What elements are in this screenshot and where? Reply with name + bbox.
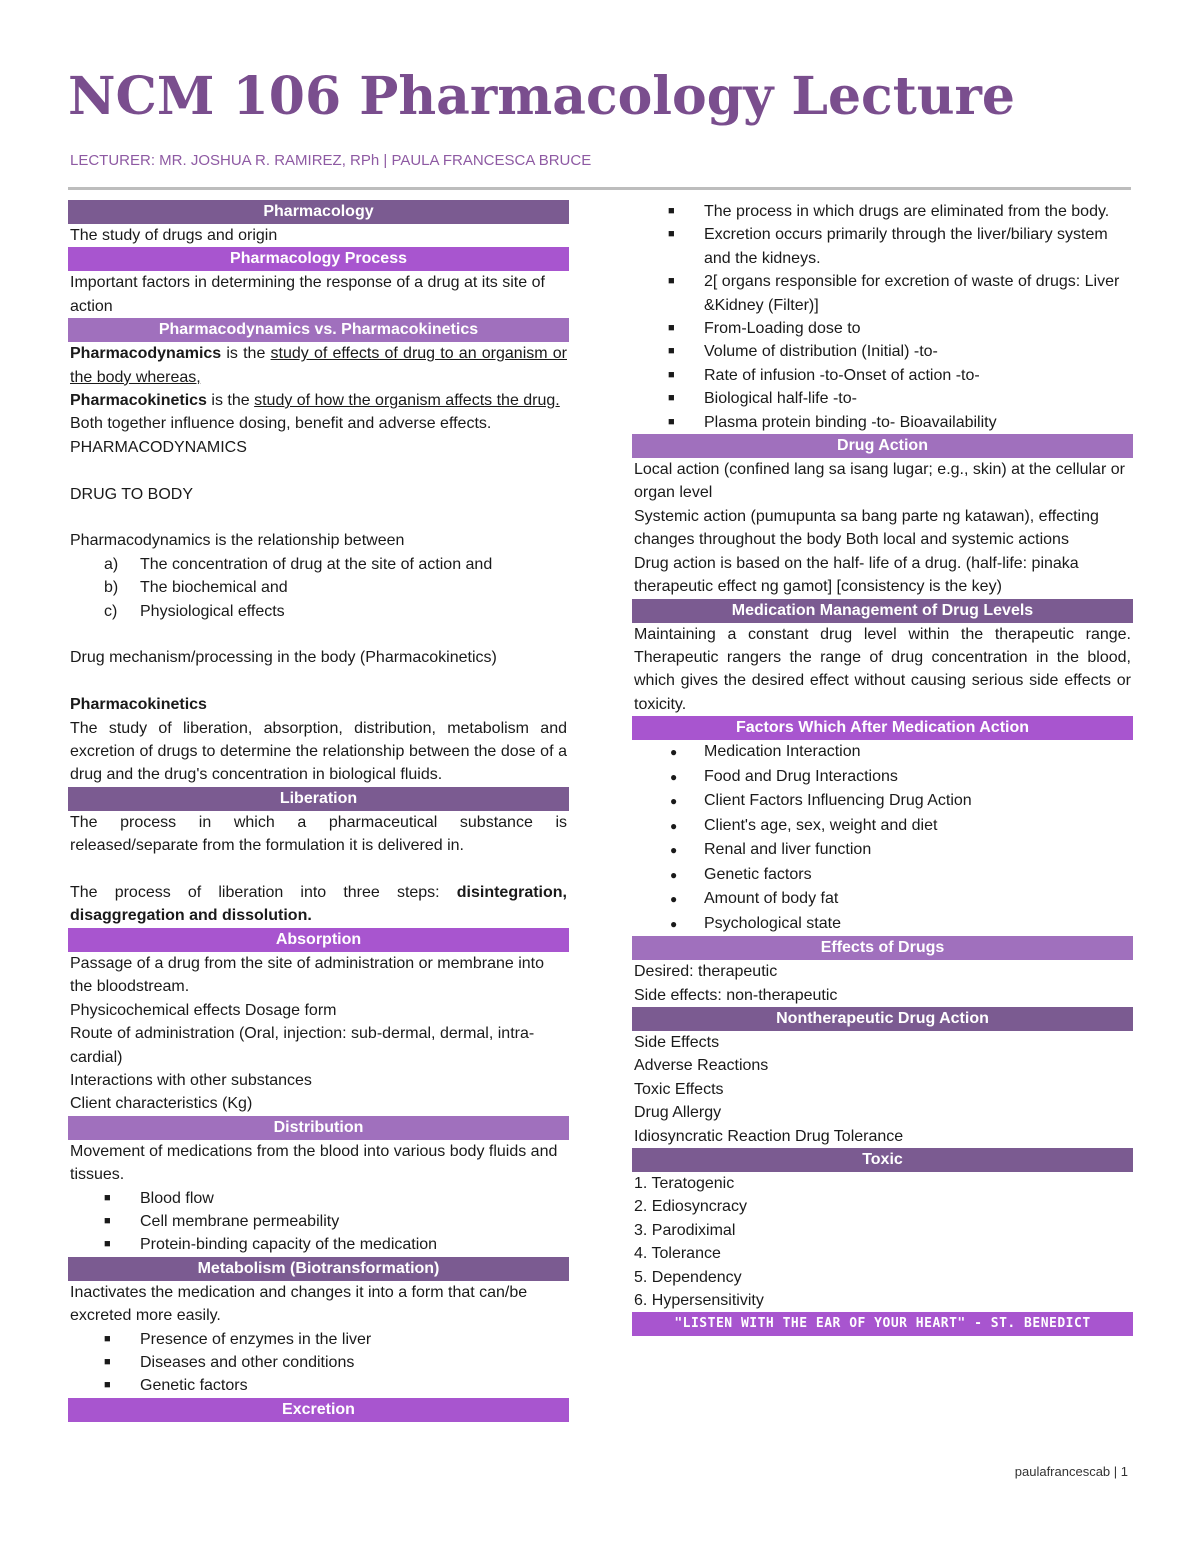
relationship-text: Pharmacodynamics is the relationship between: [70, 532, 405, 550]
page-title: NCM 106 Pharmacology Lecture: [68, 66, 1016, 127]
toxic-line: 1. Teratogenic: [634, 1174, 735, 1192]
list-item: ■ Excretion occurs primarily through the liver/biliary system and the kidneys.: [668, 226, 1108, 267]
section-header-pharmacology: Pharmacology: [68, 200, 569, 224]
section-header-effects: Effects of Drugs: [632, 936, 1133, 960]
liberation-steps: The process of liberation into three steps: disintegration, disaggregation and dissolution.: [70, 884, 567, 925]
toxic-line: 5. Dependency: [634, 1268, 742, 1286]
lecturer-line: LECTURER: MR. JOSHUA R. RAMIREZ, RPh | PAULA FRANCESCA BRUCE: [70, 152, 592, 169]
section-header-medication-management: Medication Management of Drug Levels: [632, 599, 1133, 623]
list-item: ■ Blood flow: [104, 1189, 214, 1207]
pd-definition: [68, 342, 569, 389]
drug-action-line: Drug action is based on the half- life of a drug. (half-life: pinaka therapeutic effect ng gamot] [consistency is the key): [634, 554, 1079, 596]
metabolism-text: Inactivates the medication and changes it into a form that can/be excreted more easily.: [70, 1283, 528, 1325]
list-item: ● Medication Interaction: [670, 743, 861, 761]
list-item: ● Amount of body fat: [670, 890, 839, 908]
metabolism-list: [68, 1328, 569, 1398]
pk-subheading: Pharmacokinetics: [70, 696, 207, 714]
pharmacology-text: The study of drugs and origin: [70, 227, 278, 244]
list-item: ■ Volume of distribution (Initial) -to-: [668, 343, 938, 361]
pk-text: The study of liberation, absorption, distribution, metabolism and excretion of drugs to determine the relationship between the dose of a drug and the drug's concentration in biological fluids.: [70, 719, 567, 784]
list-item: ■ Rate of infusion -to-Onset of action -to-: [668, 366, 980, 384]
pk-term: Pharmacokinetics: [70, 392, 207, 410]
list-item: a) The concentration of drug at the site of action and: [104, 555, 493, 573]
absorption-line: Route of administration (Oral, injection: sub-dermal, dermal, intra- cardial): [70, 1025, 535, 1066]
list-item: ● Client Factors Influencing Drug Action: [670, 792, 972, 810]
drug-to-body: DRUG TO BODY: [70, 485, 193, 503]
list-item: ■ 2[ organs responsible for excretion of waste of drugs: Liver &Kidney (Filter)]: [668, 273, 1120, 314]
toxic-line: 4. Tolerance: [634, 1245, 721, 1263]
page-footer: paulafrancescab | 1: [1014, 1464, 1128, 1479]
list-item: ● Renal and liver function: [670, 841, 872, 859]
section-header-pd-vs-pk: Pharmacodynamics vs. Pharmacokinetics: [68, 318, 569, 342]
section-header-metabolism: Metabolism (Biotransformation): [68, 1257, 569, 1281]
left-column: [68, 200, 569, 1422]
list-item: ■ Cell membrane permeability: [104, 1212, 340, 1230]
section-header-toxic: Toxic: [632, 1148, 1133, 1172]
list-item: ● Genetic factors: [670, 865, 812, 883]
distribution-list: [68, 1187, 569, 1257]
pk-is: is the: [206, 392, 255, 410]
factors-list: [632, 740, 1133, 936]
section-header-distribution: Distribution: [68, 1116, 569, 1140]
list-item: ■ Biological half-life -to-: [668, 390, 857, 408]
list-item: ■ The process in which drugs are eliminated from the body.: [668, 203, 1110, 220]
nontherapeutic-line: Side Effects: [634, 1033, 720, 1051]
nontherapeutic-line: Idiosyncratic Reaction Drug Tolerance: [634, 1127, 904, 1145]
nontherapeutic-line: Drug Allergy: [634, 1104, 722, 1122]
drug-action-line: Systemic action (pumupunta sa bang parte ng katawan), effecting changes throughout the body Both local and systemic actions: [634, 507, 1099, 549]
list-item: ■ Plasma protein binding -to- Bioavailability: [668, 413, 997, 431]
toxic-line: 3. Parodiximal: [634, 1221, 736, 1239]
list-item: ● Food and Drug Interactions: [670, 767, 898, 785]
pd-caps: PHARMACODYNAMICS: [70, 438, 247, 456]
effects-line: Desired: therapeutic: [634, 963, 778, 981]
drug-action-line: Local action (confined lang sa isang lugar; e.g., skin) at the cellular or organ level: [634, 461, 1125, 502]
list-item: ■ Presence of enzymes in the liver: [104, 1330, 372, 1348]
nontherapeutic-line: Toxic Effects: [634, 1080, 724, 1098]
section-header-drug-action: Drug Action: [632, 434, 1133, 458]
absorption-line: Physicochemical effects Dosage form: [70, 1001, 337, 1019]
relationship-list: [68, 553, 569, 623]
list-item: ■ Protein-binding capacity of the medication: [104, 1236, 438, 1254]
pd-term: Pharmacodynamics: [70, 345, 222, 363]
absorption-line: Client characteristics (Kg): [70, 1095, 253, 1113]
effects-line: Side effects: non-therapeutic: [634, 986, 838, 1004]
section-header-pharmacology-process: Pharmacology Process: [68, 247, 569, 271]
header-divider: [68, 187, 1131, 190]
pk-def: study of how the organism affects the drug.: [254, 392, 560, 410]
mechanism-text: Drug mechanism/processing in the body (Pharmacokinetics): [70, 649, 497, 667]
pd-is: is the: [221, 345, 271, 363]
distribution-text: Movement of medications from the blood into various body fluids and tissues.: [70, 1142, 558, 1184]
management-text: Maintaining a constant drug level within the therapeutic range. Therapeutic rangers the range of drug concentration in the blood, which gives the desired effect without causing serious side effects or toxicity.: [634, 625, 1131, 713]
list-item: c) Physiological effects: [104, 602, 285, 620]
both-text: Both together influence dosing, benefit and adverse effects.: [70, 415, 492, 433]
toxic-line: 6. Hypersensitivity: [634, 1292, 764, 1309]
section-header-factors: Factors Which After Medication Action: [632, 716, 1133, 740]
list-item: ■ Genetic factors: [104, 1377, 248, 1395]
nontherapeutic-line: Adverse Reactions: [634, 1057, 769, 1075]
section-header-excretion: Excretion: [68, 1398, 569, 1422]
toxic-line: 2. Ediosyncracy: [634, 1198, 747, 1216]
pk-definition: [68, 389, 569, 412]
list-item: ● Client's age, sex, weight and diet: [670, 816, 938, 834]
pd-def: study of effects of drug to an organism or the body whereas,: [70, 345, 567, 386]
list-item: b) The biochemical and: [104, 579, 288, 597]
right-column: [632, 200, 1133, 1336]
process-text: Important factors in determining the response of a drug at its site of action: [70, 274, 545, 315]
liberation-text: The process in which a pharmaceutical substance is released/separate from the formulation it is delivered in.: [70, 813, 567, 855]
excretion-list: [632, 200, 1133, 434]
list-item: ● Psychological state: [670, 914, 841, 932]
list-item: ■ From-Loading dose to: [668, 320, 861, 338]
section-header-absorption: Absorption: [68, 928, 569, 952]
quote-banner: "LISTEN WITH THE EAR OF YOUR HEART" - ST. BENEDICT: [632, 1312, 1133, 1336]
section-header-liberation: Liberation: [68, 787, 569, 811]
absorption-line: Interactions with other substances: [70, 1071, 312, 1089]
section-header-nontherapeutic: Nontherapeutic Drug Action: [632, 1007, 1133, 1031]
absorption-line: Passage of a drug from the site of administration or membrane into the bloodstream.: [70, 954, 545, 996]
list-item: ■ Diseases and other conditions: [104, 1353, 355, 1371]
